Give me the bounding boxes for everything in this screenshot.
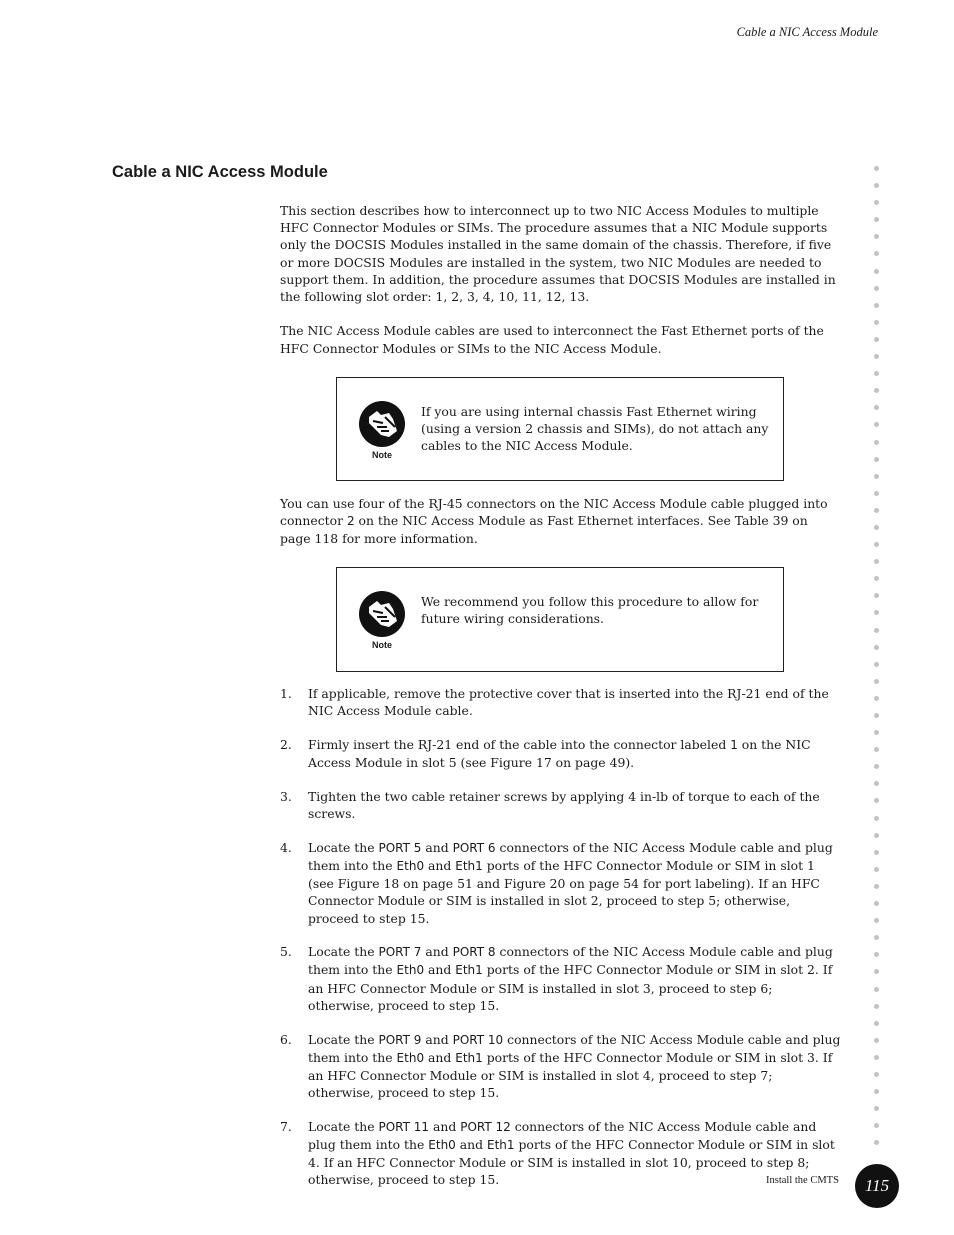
margin-dot: [874, 952, 879, 957]
step-number: 4.: [280, 839, 292, 855]
running-head: Cable a NIC Access Module: [736, 25, 878, 39]
note-box: [336, 567, 784, 672]
margin-dot: [874, 1140, 879, 1145]
text-run: connectors of the NIC Access Module cable and plug them into the: [308, 1031, 841, 1065]
margin-dot: [874, 610, 879, 615]
port-label: PORT 11: [378, 1119, 430, 1134]
list-item: [280, 1031, 842, 1102]
intro-paragraph: The NIC Access Module cables are used to interconnect the Fast Ethernet ports of the HFC Connector Modules or SIMs to the NIC Access Module.: [280, 323, 824, 356]
text-run: connectors of the NIC Access Module cable and plug them into the: [308, 1118, 817, 1153]
margin-dot: [874, 337, 879, 342]
margin-dot: [874, 816, 879, 821]
margin-dot: [874, 798, 879, 803]
text-run: and: [424, 962, 456, 978]
text-run: If applicable, remove the protective cover that is inserted into the RJ-21 end of the NIC Access Module cable.: [308, 686, 829, 719]
margin-dot: [874, 405, 879, 410]
list-item: [280, 736, 842, 771]
step-number: 6.: [280, 1031, 292, 1047]
mid-paragraph: [280, 495, 842, 548]
text-run: connectors of the NIC Access Module cable and plug them into the: [308, 944, 833, 978]
steps-block: [280, 685, 842, 1205]
margin-dot: [874, 542, 879, 547]
margin-dot: [874, 286, 879, 291]
text-run: Firmly insert the RJ-21 end of the cable into the connector labeled: [308, 736, 731, 752]
margin-dot: [874, 987, 879, 992]
port-label: PORT 12: [460, 1119, 511, 1134]
port-label: Eth1: [455, 963, 483, 978]
text-run: Locate the: [308, 944, 379, 960]
port-label: Eth0: [396, 963, 425, 978]
text-run: and: [455, 1137, 487, 1153]
text-run: and: [424, 857, 456, 873]
margin-dot: [874, 1004, 879, 1009]
margin-dot: [874, 935, 879, 940]
text-run: ports of the HFC Connector Module or SIM in slot 1 (see Figure 18 on page 51 and Figure 20 on page 54 for port labeling). If an HFC Connector Module or SIM is installed in slot 2, proceed to step 5; otherwise, proceed to step 15.: [308, 857, 820, 926]
hand-pointing-icon: [359, 401, 405, 447]
note-box: [336, 377, 784, 481]
port-label: Eth0: [428, 1138, 456, 1153]
margin-dot: [874, 1089, 879, 1094]
section-title: Cable a NIC Access Module: [112, 163, 328, 181]
margin-dot: [874, 1038, 879, 1043]
port-label: 1: [730, 737, 738, 752]
intro-paragraph: This section describes how to interconnect up to two NIC Access Modules to multiple HFC Connector Modules or SIMs. The procedure assumes that a NIC Module supports only the DOCSIS Modules installed in the same domain of the chassis. Therefore, if five or more DOCSIS Modules are installed in the system, two NIC Modules are needed to support them. In addition, the procedure assumes that DOCSIS Modules are installed in the following slot order: 1, 2, 3, 4, 10, 11, 12, 13.: [280, 203, 836, 305]
margin-dot: [874, 371, 879, 376]
margin-dot: [874, 764, 879, 769]
margin-dot: [874, 1123, 879, 1128]
port-label: PORT 6: [452, 840, 496, 855]
margin-dot: [874, 474, 879, 479]
note-text: If you are using internal chassis Fast Ethernet wiring (using a version 2 chassis and SIMs), do not attach any cables to the NIC Access Module.: [421, 404, 769, 454]
margin-dot: [874, 183, 879, 188]
margin-dot: [874, 303, 879, 308]
text-run: and: [421, 1031, 453, 1047]
note-text: We recommend you follow this procedure to allow for future wiring considerations.: [421, 594, 759, 627]
margin-dot: [874, 269, 879, 274]
text-run: You can use four of the RJ-45 connectors on the NIC Access Module cable plugged into connector: [280, 496, 828, 529]
step-number: 2.: [280, 736, 292, 752]
margin-dot: [874, 559, 879, 564]
text-run: ports of the HFC Connector Module or SIM in slot 4. If an HFC Connector Module or SIM is installed in slot 10, proceed to step 8; otherwise, proceed to step 15.: [308, 1137, 835, 1188]
step-number: 7.: [280, 1118, 292, 1134]
port-label: Eth1: [487, 1138, 515, 1153]
margin-dot: [874, 1072, 879, 1077]
text-run: on the NIC Access Module as Fast Ethernet interfaces. See Table 39 on page 118 for more information.: [280, 513, 808, 547]
margin-dot: [874, 918, 879, 923]
margin-dot: [874, 696, 879, 701]
margin-dot: [874, 645, 879, 650]
margin-dot: [874, 217, 879, 222]
margin-dot: [874, 422, 879, 427]
hand-pointing-icon: [359, 591, 405, 637]
port-label: Eth1: [455, 1050, 483, 1065]
margin-dot: [874, 457, 879, 462]
margin-dot: [874, 525, 879, 530]
footer-chapter: Install the CMTS: [766, 1175, 839, 1186]
margin-dot: [874, 679, 879, 684]
text-run: Tighten the two cable retainer screws by applying 4 in-lb of torque to each of the screws.: [308, 788, 820, 822]
port-label: PORT 9: [378, 1032, 422, 1047]
text-run: and: [421, 839, 453, 855]
margin-dot: [874, 354, 879, 359]
margin-dot: [874, 850, 879, 855]
list-item: [280, 788, 842, 822]
margin-dot: [874, 593, 879, 598]
margin-dot: [874, 200, 879, 205]
margin-dot: [874, 730, 879, 735]
margin-dot: [874, 1021, 879, 1026]
port-label: Eth0: [396, 858, 425, 873]
text-run: on the NIC Access Module in slot 5 (see Figure 17 on page 49).: [308, 736, 811, 771]
margin-dot: [874, 662, 879, 667]
margin-dot: [874, 440, 879, 445]
mid-paragraph-text: [280, 495, 842, 548]
port-label: PORT 5: [378, 840, 422, 855]
step-number: 1.: [280, 686, 292, 701]
procedure-steps: [280, 685, 842, 1189]
text-run: ports of the HFC Connector Module or SIM in slot 2. If an HFC Connector Module or SIM is installed in slot 3, proceed to step 6; otherwise, proceed to step 15.: [308, 962, 833, 1013]
margin-dot: [874, 388, 879, 393]
text-run: Locate the: [308, 1031, 379, 1047]
text-run: Locate the: [308, 839, 379, 855]
text-run: and: [424, 1049, 456, 1065]
list-item: [280, 685, 842, 719]
margin-dot: [874, 867, 879, 872]
margin-dot: [874, 901, 879, 906]
port-label: PORT 7: [378, 945, 422, 960]
intro-block: [280, 202, 842, 357]
text-run: and: [429, 1118, 461, 1134]
text-run: ports of the HFC Connector Module or SIM in slot 3. If an HFC Connector Module or SIM is installed in slot 4, proceed to step 7; otherwise, proceed to step 15.: [308, 1049, 833, 1101]
note-label: Note: [372, 450, 392, 460]
margin-dot: [874, 747, 879, 752]
list-item: [280, 943, 842, 1014]
margin-dot: [874, 969, 879, 974]
margin-dot: [874, 234, 879, 239]
margin-dots: [874, 166, 880, 1157]
list-item: [280, 1118, 842, 1189]
margin-dot: [874, 508, 879, 513]
page-number: 115: [855, 1164, 899, 1208]
text-run: and: [421, 944, 453, 960]
margin-dot: [874, 576, 879, 581]
note-label: Note: [372, 640, 392, 650]
text-run: Locate the: [308, 1118, 379, 1134]
connector-label: 2: [346, 514, 355, 529]
port-label: Eth0: [396, 1050, 425, 1065]
list-item: [280, 839, 842, 927]
port-label: PORT 8: [452, 945, 496, 960]
step-number: 3.: [280, 788, 292, 804]
margin-dot: [874, 491, 879, 496]
margin-dot: [874, 251, 879, 256]
margin-dot: [874, 320, 879, 325]
margin-dot: [874, 1106, 879, 1111]
margin-dot: [874, 166, 879, 171]
margin-dot: [874, 628, 879, 633]
margin-dot: [874, 781, 879, 786]
port-label: Eth1: [455, 858, 483, 873]
margin-dot: [874, 1055, 879, 1060]
margin-dot: [874, 833, 879, 838]
port-label: PORT 10: [452, 1032, 504, 1047]
margin-dot: [874, 884, 879, 889]
step-number: 5.: [280, 944, 292, 960]
margin-dot: [874, 713, 879, 718]
text-run: connectors of the NIC Access Module cable and plug them into the: [308, 839, 833, 873]
